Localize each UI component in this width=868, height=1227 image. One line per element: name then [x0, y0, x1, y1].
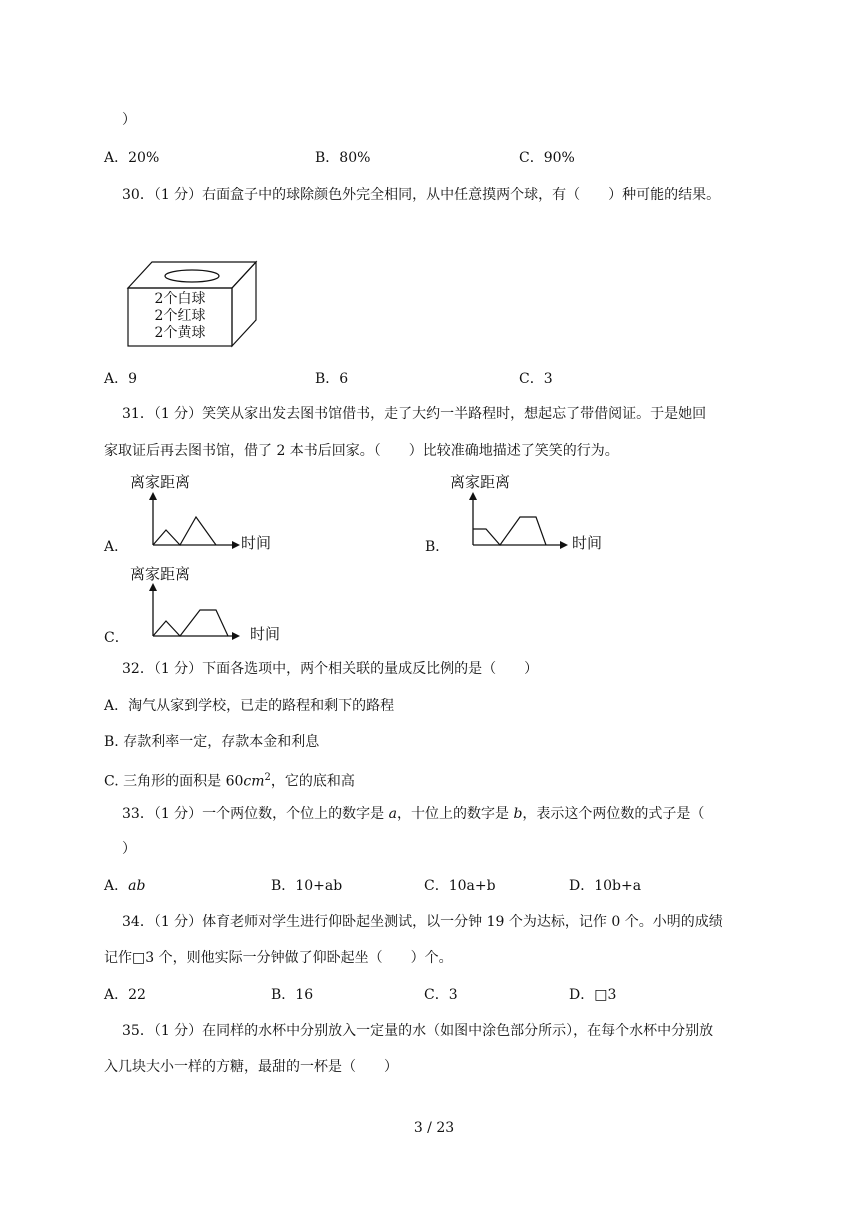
q29-continuation: ） [122, 112, 136, 128]
graph-c [140, 583, 250, 645]
graph-c-x-label: 时间 [250, 625, 281, 643]
option-text: 22 [128, 987, 146, 1003]
box-line-white: 2个白球 [154, 291, 206, 307]
q30-option-b [315, 369, 348, 389]
option-letter: A． [104, 878, 129, 894]
q32-stem: 32．（1 分）下面各选项中，两个相关联的量成反比例的是（ ） [122, 661, 539, 677]
graph-b-y-label: 离家距离 [450, 473, 511, 491]
q30-option-a [104, 369, 137, 389]
graph-b [460, 492, 580, 554]
q32-option-b [104, 732, 319, 752]
q34-option-b [271, 985, 313, 1005]
option-letter: A． [104, 698, 129, 714]
box-line-red: 2个红球 [154, 308, 206, 324]
option-letter: C． [424, 987, 449, 1003]
option-letter: C． [519, 150, 544, 166]
q33-option-b [271, 876, 342, 896]
q34-option-c [424, 985, 458, 1005]
q33-option-c [424, 876, 496, 896]
q29-option-c [519, 148, 575, 168]
option-letter: C. [104, 773, 119, 790]
option-letter: B． [315, 150, 340, 166]
q32-option-a [104, 696, 394, 716]
option-letter: D． [569, 987, 595, 1003]
option-text: 3 [448, 987, 458, 1003]
q35-stem-line2: 入几块大小一样的方糖，最甜的一杯是（ ） [104, 1059, 398, 1075]
stem-text: 33．（1 分）一个两位数，个位上的数字是 [122, 806, 389, 822]
graph-a [140, 492, 250, 554]
q31-stem-line2: 家取证后再去图书馆，借了 2 本书后回家。（ ）比较准确地描述了笑笑的行为。 [104, 443, 619, 459]
q31-option-b-letter: B． [425, 539, 450, 555]
graph-c-y-label: 离家距离 [130, 565, 191, 583]
option-letter: B． [271, 878, 296, 894]
option-text: 10+ab [295, 878, 343, 894]
graph-b-x-label: 时间 [572, 534, 603, 552]
q34-stem-line1: 34．（1 分）体育老师对学生进行仰卧起坐测试，以一分钟 19 个为达标，记作 0 个。小明的成绩 [122, 914, 723, 930]
option-text: 10a+b [448, 878, 496, 894]
option-letter: C． [424, 878, 449, 894]
page-number: 3 / 23 [413, 1120, 455, 1136]
option-text: 9 [128, 371, 138, 387]
q33-option-a [104, 876, 145, 896]
graph-a-y-label: 离家距离 [130, 473, 191, 491]
unit-cm: cm [243, 773, 265, 790]
q31-option-c-letter: C． [104, 630, 129, 646]
stem-text: ，表示这个两位数的式子是（ [522, 806, 705, 822]
option-text: 存款利率一定，存款本金和利息 [123, 734, 320, 750]
graph-a-x-label: 时间 [241, 534, 272, 552]
option-letter: A． [104, 371, 129, 387]
stem-text: ，十位上的数字是 [396, 806, 514, 822]
q31-option-a-letter: A． [104, 539, 129, 555]
option-text: 淘气从家到学校，已走的路程和剩下的路程 [128, 698, 395, 714]
q34-option-d [569, 985, 616, 1005]
option-text: 10b+a [594, 878, 642, 894]
option-text: 90% [543, 150, 575, 166]
option-text: 三角形的面积是 60 [123, 773, 244, 790]
unit-exponent: 2 [264, 772, 271, 783]
box-line-yellow: 2个黄球 [154, 325, 206, 341]
q29-option-b [315, 148, 370, 168]
ball-box-contents [135, 291, 225, 342]
option-letter: A． [104, 150, 129, 166]
option-text: 3 [543, 371, 553, 387]
q35-stem-line1: 35．（1 分）在同样的水杯中分别放入一定量的水（如图中涂色部分所示），在每个水杯中分别放 [122, 1023, 714, 1039]
q33-option-d [569, 876, 641, 896]
q34-stem-line2: 记作□3 个，则他实际一分钟做了仰卧起坐（ ）个。 [104, 950, 453, 966]
q31-stem-line1: 31．（1 分）笑笑从家出发去图书馆借书，走了大约一半路程时，想起忘了带借阅证。于是她回 [122, 406, 707, 422]
q34-option-a [104, 985, 146, 1005]
q33-stem [122, 804, 704, 824]
option-letter: B． [315, 371, 340, 387]
option-text: 6 [339, 371, 349, 387]
option-text: ab [128, 878, 146, 894]
q32-option-c [104, 768, 355, 792]
option-letter: A． [104, 987, 129, 1003]
variable-b: b [513, 806, 523, 822]
option-text: ，它的底和高 [270, 773, 355, 790]
option-letter: C． [519, 371, 544, 387]
option-text: 16 [295, 987, 314, 1003]
q29-option-a [104, 148, 159, 168]
option-letter: B. [104, 734, 119, 750]
option-text: □3 [594, 987, 617, 1003]
q33-continuation: ） [122, 841, 136, 857]
option-letter: B． [271, 987, 296, 1003]
option-text: 20% [128, 150, 160, 166]
variable-a: a [388, 806, 397, 822]
option-text: 80% [339, 150, 371, 166]
q30-option-c [519, 369, 553, 389]
option-letter: D． [569, 878, 595, 894]
q30-stem: 30．（1 分）右面盒子中的球除颜色外完全相同，从中任意摸两个球，有（ ）种可能的结果。 [122, 187, 721, 203]
